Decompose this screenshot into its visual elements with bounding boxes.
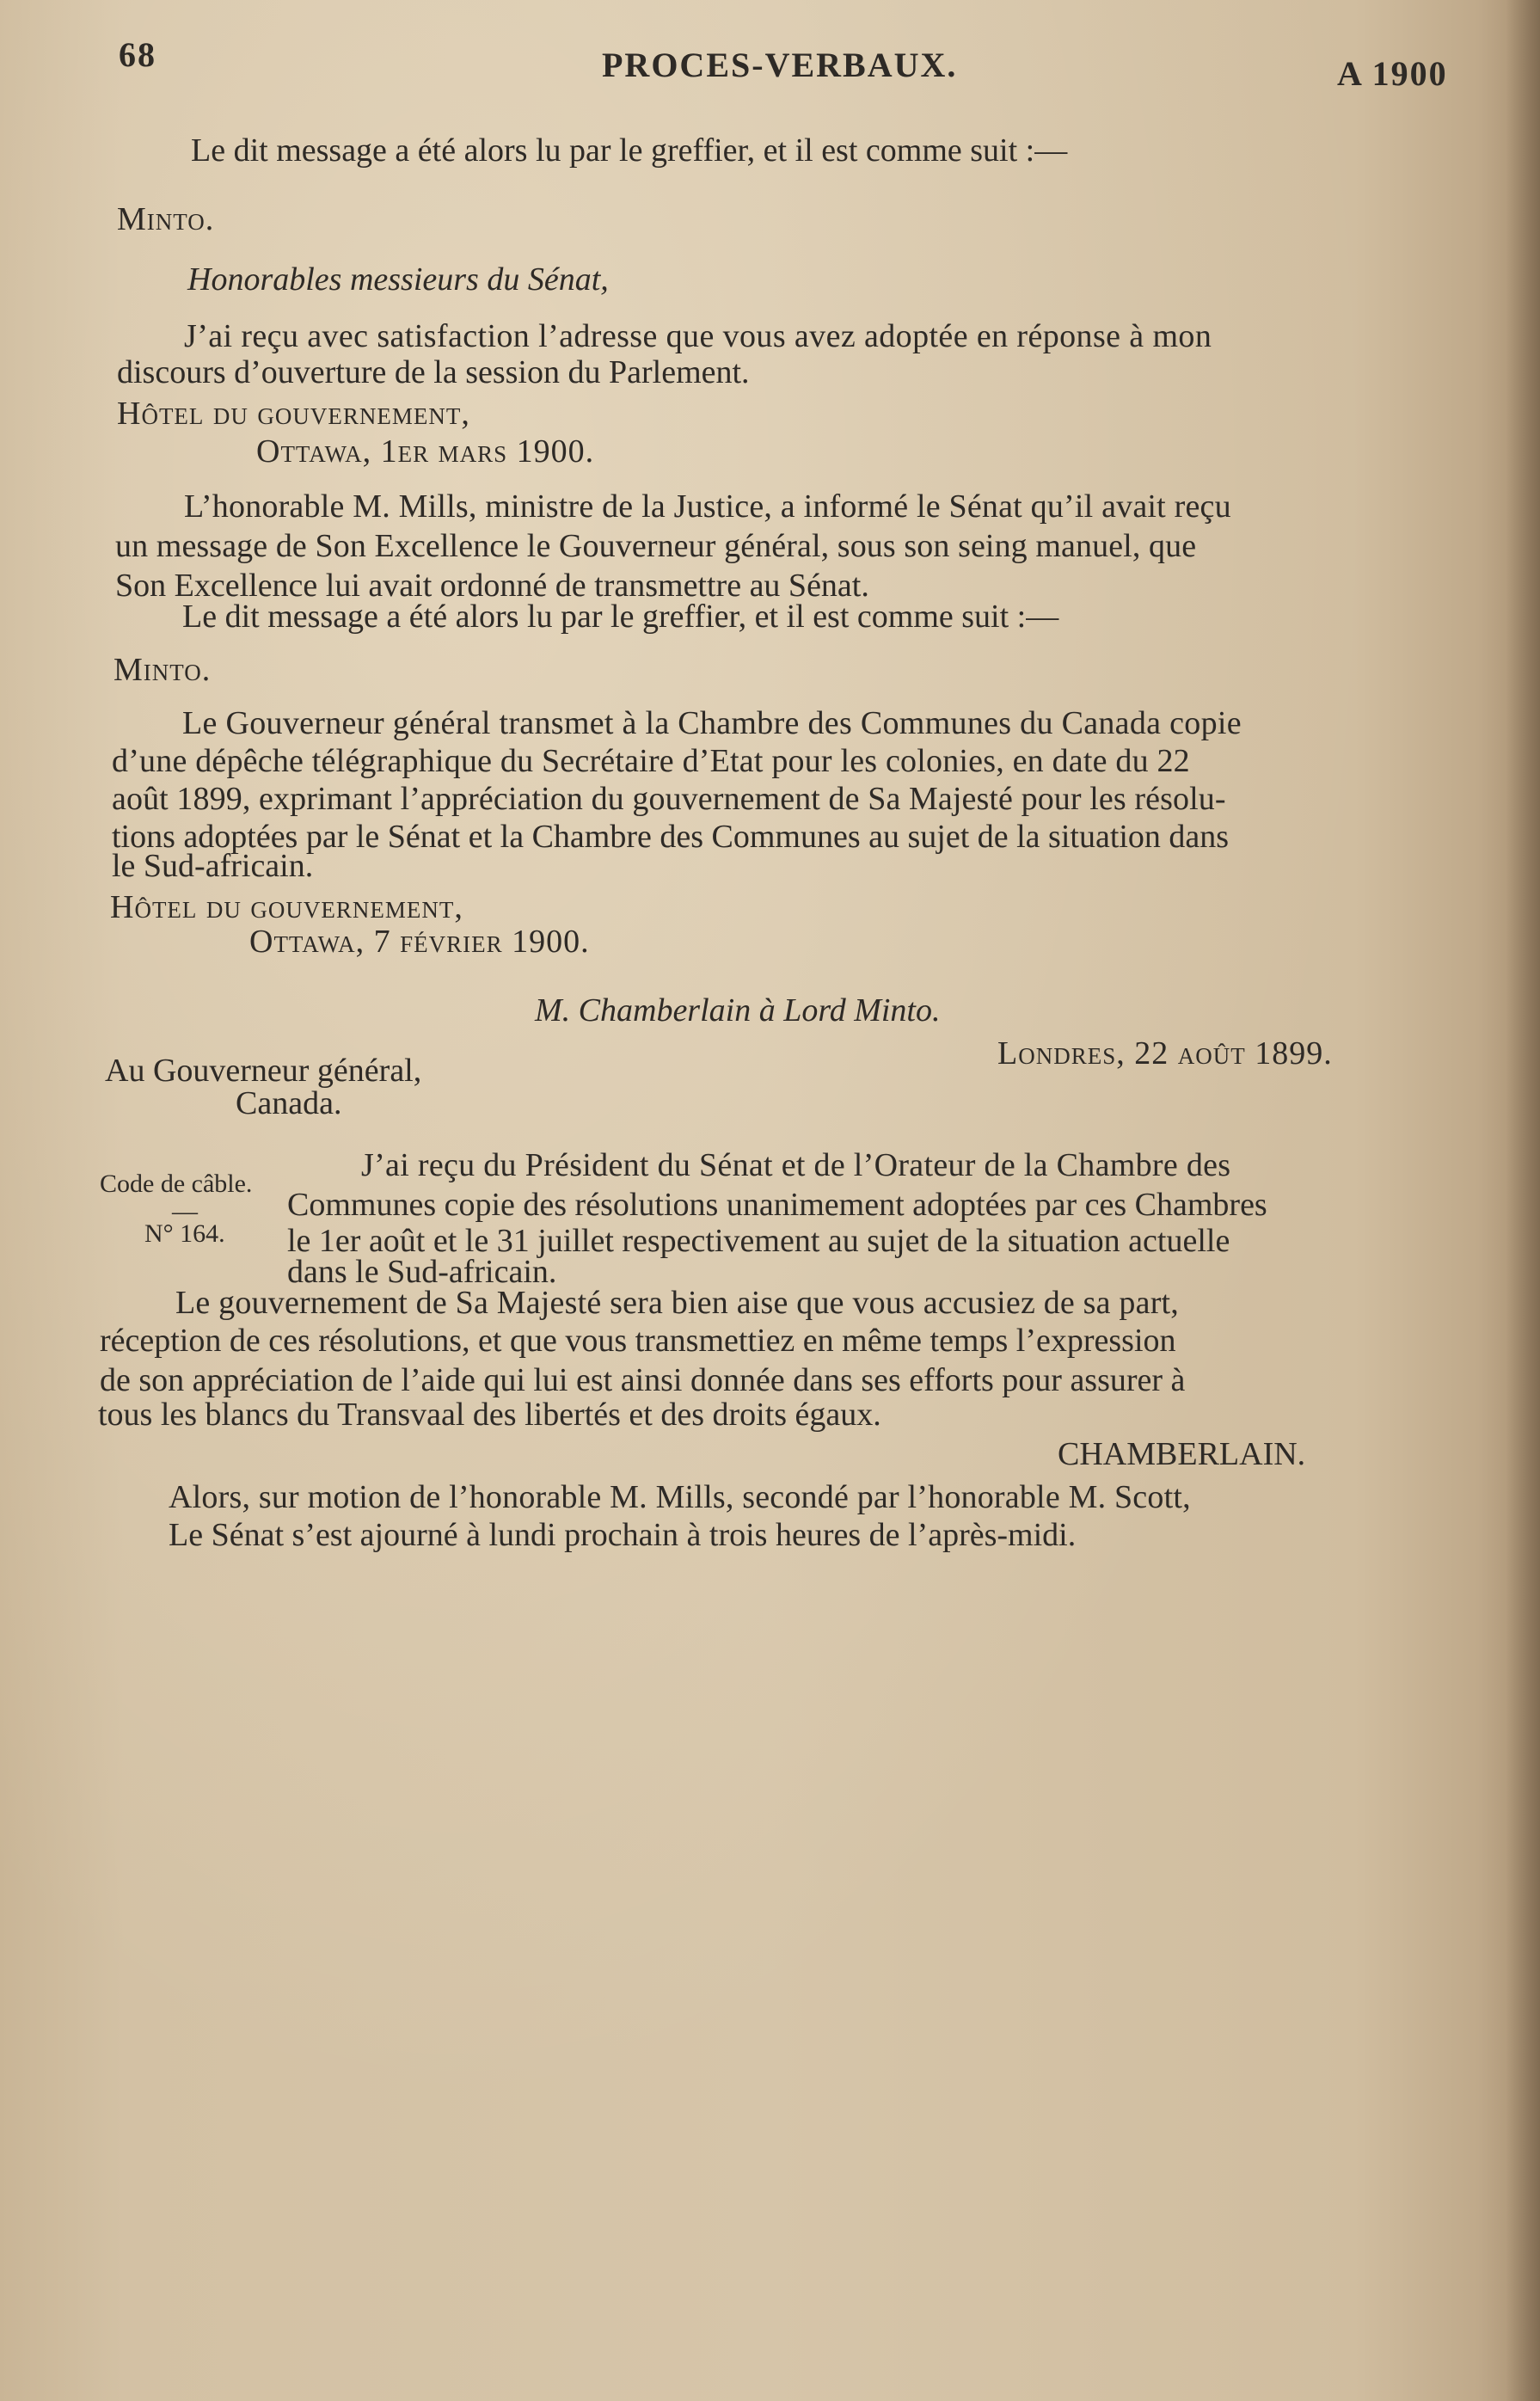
signature-minto: Minto. xyxy=(117,201,215,237)
date-line: Ottawa, 7 février 1900. xyxy=(249,924,590,960)
addressee: Au Gouverneur général, xyxy=(105,1053,422,1089)
body-line: L’honorable M. Mills, ministre de la Justice, a informé le Sénat qu’il avait reçu xyxy=(184,488,1231,525)
margin-note: — xyxy=(172,1197,198,1225)
body-line: Le Sénat s’est ajourné à lundi prochain à trois heures de l’après-midi. xyxy=(169,1517,1077,1553)
body-line: Le dit message a été alors lu par le greffier, et il est comme suit :— xyxy=(182,599,1059,635)
signature-minto: Minto. xyxy=(114,652,212,688)
body-line: réception de ces résolutions, et que vous transmettiez en même temps l’expression xyxy=(100,1323,1176,1359)
body-line: Communes copie des résolutions unanimement adoptées par ces Chambres xyxy=(287,1187,1267,1223)
body-line: Alors, sur motion de l’honorable M. Mills, secondé par l’honorable M. Scott, xyxy=(169,1479,1191,1515)
body-line: Son Excellence lui avait ordonné de transmettre au Sénat. xyxy=(115,568,869,604)
body-line: discours d’ouverture de la session du Parlement. xyxy=(117,354,750,390)
body-line: août 1899, exprimant l’appréciation du gouvernement de Sa Majesté pour les résolu- xyxy=(112,781,1226,817)
margin-note: N° 164. xyxy=(144,1219,225,1248)
running-year: A 1900 xyxy=(1337,54,1448,93)
body-line: tions adoptées par le Sénat et la Chambre des Communes au sujet de la situation dans xyxy=(112,819,1230,855)
body-line: d’une dépêche télégraphique du Secrétaire d’Etat pour les colonies, en date du 22 xyxy=(112,743,1190,779)
salutation: Honorables messieurs du Sénat, xyxy=(187,261,609,298)
body-line: J’ai reçu du Président du Sénat et de l’Orateur de la Chambre des xyxy=(361,1147,1231,1183)
dispatch-heading: M. Chamberlain à Lord Minto. xyxy=(535,992,941,1029)
body-line: le Sud-africain. xyxy=(112,848,314,884)
body-line: dans le Sud-africain. xyxy=(287,1254,557,1290)
body-line: Le Gouverneur général transmet à la Chambre des Communes du Canada copie xyxy=(182,705,1242,741)
body-line: Le gouvernement de Sa Majesté sera bien aise que vous accusiez de sa part, xyxy=(175,1285,1180,1321)
place-line: Hôtel du gouvernement, xyxy=(117,396,470,432)
body-line: un message de Son Excellence le Gouverneur général, sous son seing manuel, que xyxy=(115,528,1197,564)
page-number: 68 xyxy=(119,35,156,74)
body-line: tous les blancs du Transvaal des libertés et des droits égaux. xyxy=(98,1397,881,1433)
dispatch-dateline: Londres, 22 août 1899. xyxy=(997,1035,1333,1072)
addressee-country: Canada. xyxy=(236,1085,342,1121)
place-line: Hôtel du gouvernement, xyxy=(110,889,463,925)
page-edge-shadow xyxy=(1506,0,1540,2401)
body-line: Le dit message a été alors lu par le greffier, et il est comme suit :— xyxy=(191,132,1068,169)
body-line: le 1er août et le 31 juillet respectivement au sujet de la situation actuelle xyxy=(287,1223,1230,1259)
margin-note: Code de câble. xyxy=(100,1170,253,1198)
signature-chamberlain: CHAMBERLAIN. xyxy=(1058,1436,1306,1472)
running-title: PROCES-VERBAUX. xyxy=(602,46,958,84)
date-line: Ottawa, 1er mars 1900. xyxy=(256,433,595,470)
body-line: de son appréciation de l’aide qui lui est ainsi donnée dans ses efforts pour assurer à xyxy=(100,1362,1186,1398)
body-line: J’ai reçu avec satisfaction l’adresse que vous avez adoptée en réponse à mon xyxy=(184,318,1212,354)
